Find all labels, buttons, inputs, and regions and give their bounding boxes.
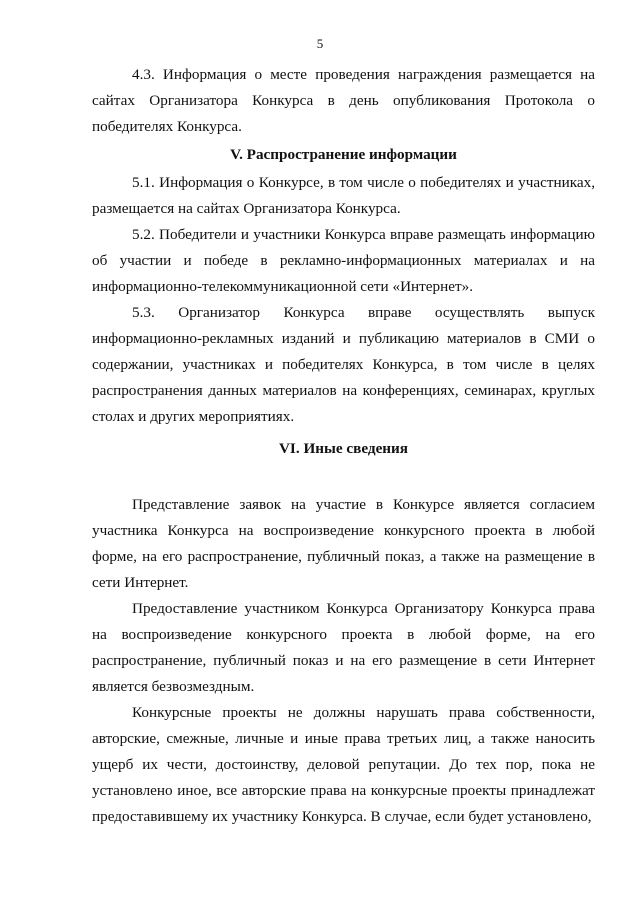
paragraph-5-3: 5.3. Организатор Конкурса вправе осуществлять выпуск информационно-рекламных изданий и публикацию материалов в СМИ о содержании, участниках и победителях Конкурса, в том числе в целях распространения данных материалов на конференциях, семинарах, круглых столах и других мероприятиях. bbox=[92, 304, 595, 425]
document-body bbox=[92, 62, 595, 830]
paragraph-5-2: 5.2. Победители и участники Конкурса вправе размещать информацию об участии и победе в рекламно-информационных материалах и на информационно-телекоммуникационной сети «Интернет». bbox=[92, 226, 595, 295]
paragraph-6-1: Представление заявок на участие в Конкурсе является согласием участника Конкурса на воспроизведение конкурсного проекта в любой форме, на его распространение, публичный показ, а также на размещение в сети Интернет. bbox=[92, 496, 595, 591]
paragraph-4-3: 4.3. Информация о месте проведения награждения размещается на сайтах Организатора Конкурса в день опубликования Протокола о победителях Конкурса. bbox=[92, 66, 595, 135]
page-number: 5 bbox=[316, 36, 324, 51]
section-heading-5: V. Распространение информации bbox=[230, 146, 457, 163]
paragraph-5-1: 5.1. Информация о Конкурсе, в том числе о победителях и участниках, размещается на сайтах Организатора Конкурса. bbox=[92, 174, 595, 217]
section-heading-6: VI. Иные сведения bbox=[278, 440, 409, 457]
paragraph-6-2: Предоставление участником Конкурса Организатору Конкурса права на воспроизведение конкурсного проекта в любой форме, на его распространение, публичный показ и на его размещение в сети Интернет является безвозмездным. bbox=[92, 600, 595, 695]
paragraph-6-3: Конкурсные проекты не должны нарушать права собственности, авторские, смежные, личные и иные права третьих лиц, а также наносить ущерб их чести, достоинству, деловой репутации. До тех пор, пока не установлено иное, все авторские права на конкурсные проекты принадлежат предоставившему их участнику Конкурса. В случае, если будет установлено, bbox=[92, 704, 595, 825]
